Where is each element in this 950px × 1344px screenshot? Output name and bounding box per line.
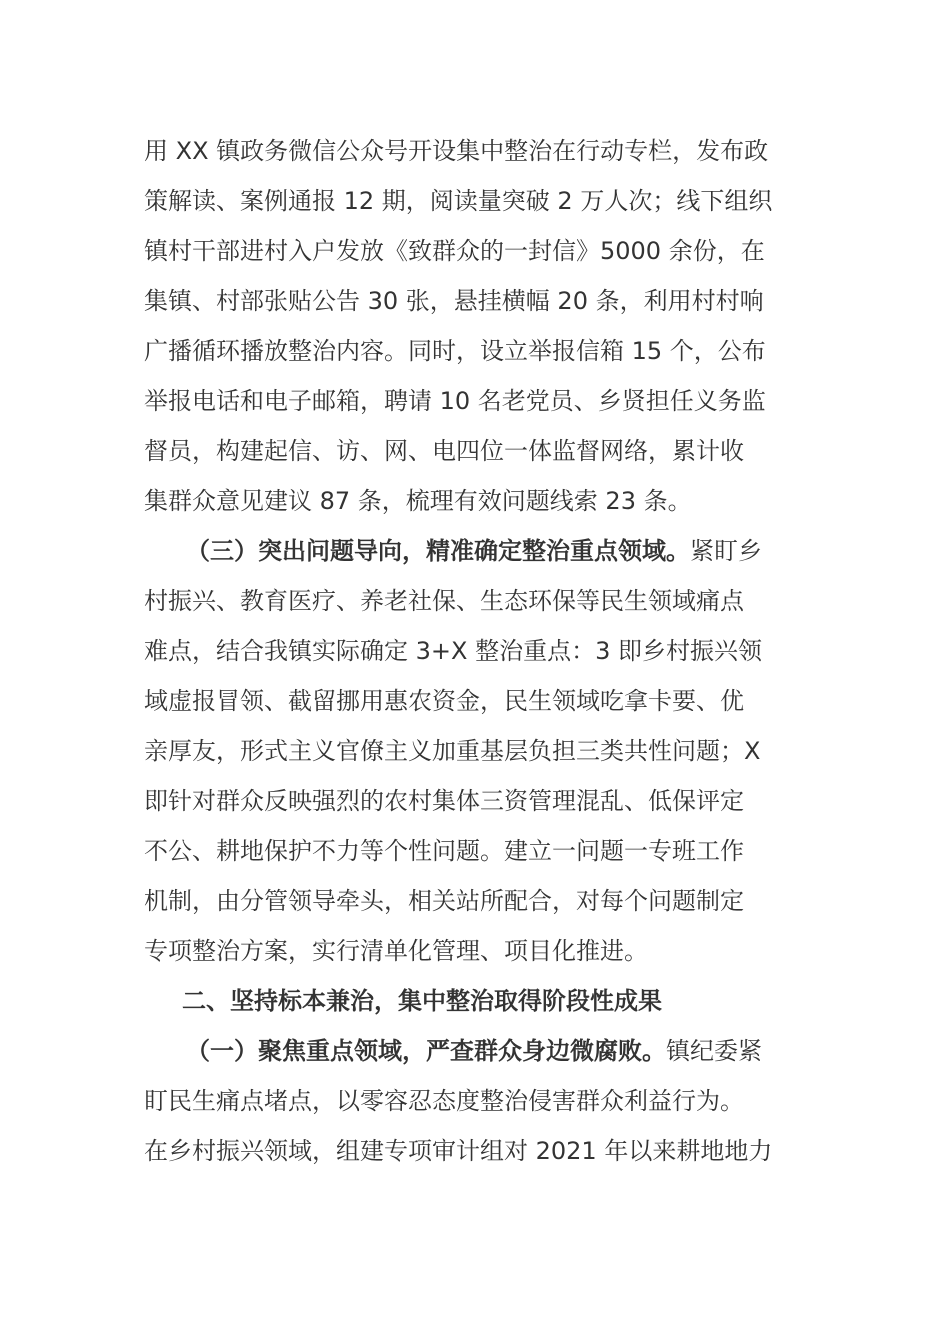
paragraph-heading: （三）突出问题导向，精准确定整治重点领域。 xyxy=(186,537,690,565)
section-heading: 二、坚持标本兼治，集中整治取得阶段性成果 xyxy=(182,987,662,1015)
text-line: 策解读、案例通报 12 期，阅读量突破 2 万人次；线下组织 xyxy=(144,187,773,215)
text-line: 在乡村振兴领域，组建专项审计组对 2021 年以来耕地地力 xyxy=(144,1137,773,1165)
text-line: 难点，结合我镇实际确定 3+X 整治重点：3 即乡村振兴领 xyxy=(144,637,762,665)
text-line: 镇村干部进村入户发放《致群众的一封信》5000 余份，在 xyxy=(144,237,765,265)
text-line: 不公、耕地保护不力等个性问题。建立一问题一专班工作 xyxy=(144,837,744,865)
text-run: 紧盯乡 xyxy=(690,537,762,565)
text-line: 盯民生痛点堵点，以零容忍态度整治侵害群众利益行为。 xyxy=(144,1087,744,1115)
text-line: 用 XX 镇政务微信公众号开设集中整治在行动专栏，发布政 xyxy=(144,137,769,165)
text-line: 即针对群众反映强烈的农村集体三资管理混乱、低保评定 xyxy=(144,787,744,815)
text-line: 督员，构建起信、访、网、电四位一体监督网络，累计收 xyxy=(144,437,744,465)
document-body xyxy=(144,126,814,1176)
text-line: 亲厚友，形式主义官僚主义加重基层负担三类共性问题；X xyxy=(144,737,761,765)
text-line: 广播循环播放整治内容。同时，设立举报信箱 15 个，公布 xyxy=(144,337,766,365)
text-run: 镇纪委紧 xyxy=(666,1037,762,1065)
paragraph-heading: （一）聚焦重点领域，严查群众身边微腐败。 xyxy=(186,1037,666,1065)
text-line: 专项整治方案，实行清单化管理、项目化推进。 xyxy=(144,937,648,965)
paragraph-first-line xyxy=(144,526,814,576)
text-line: 集群众意见建议 87 条，梳理有效问题线索 23 条。 xyxy=(144,487,692,515)
text-line: 机制，由分管领导牵头，相关站所配合，对每个问题制定 xyxy=(144,887,744,915)
text-line: 举报电话和电子邮箱，聘请 10 名老党员、乡贤担任义务监 xyxy=(144,387,766,415)
paragraph-first-line xyxy=(144,1026,814,1076)
text-line: 村振兴、教育医疗、养老社保、生态环保等民生领域痛点 xyxy=(144,587,744,615)
text-line: 集镇、村部张贴公告 30 张，悬挂横幅 20 条，利用村村响 xyxy=(144,287,764,315)
text-line: 域虚报冒领、截留挪用惠农资金，民生领域吃拿卡要、优 xyxy=(144,687,744,715)
